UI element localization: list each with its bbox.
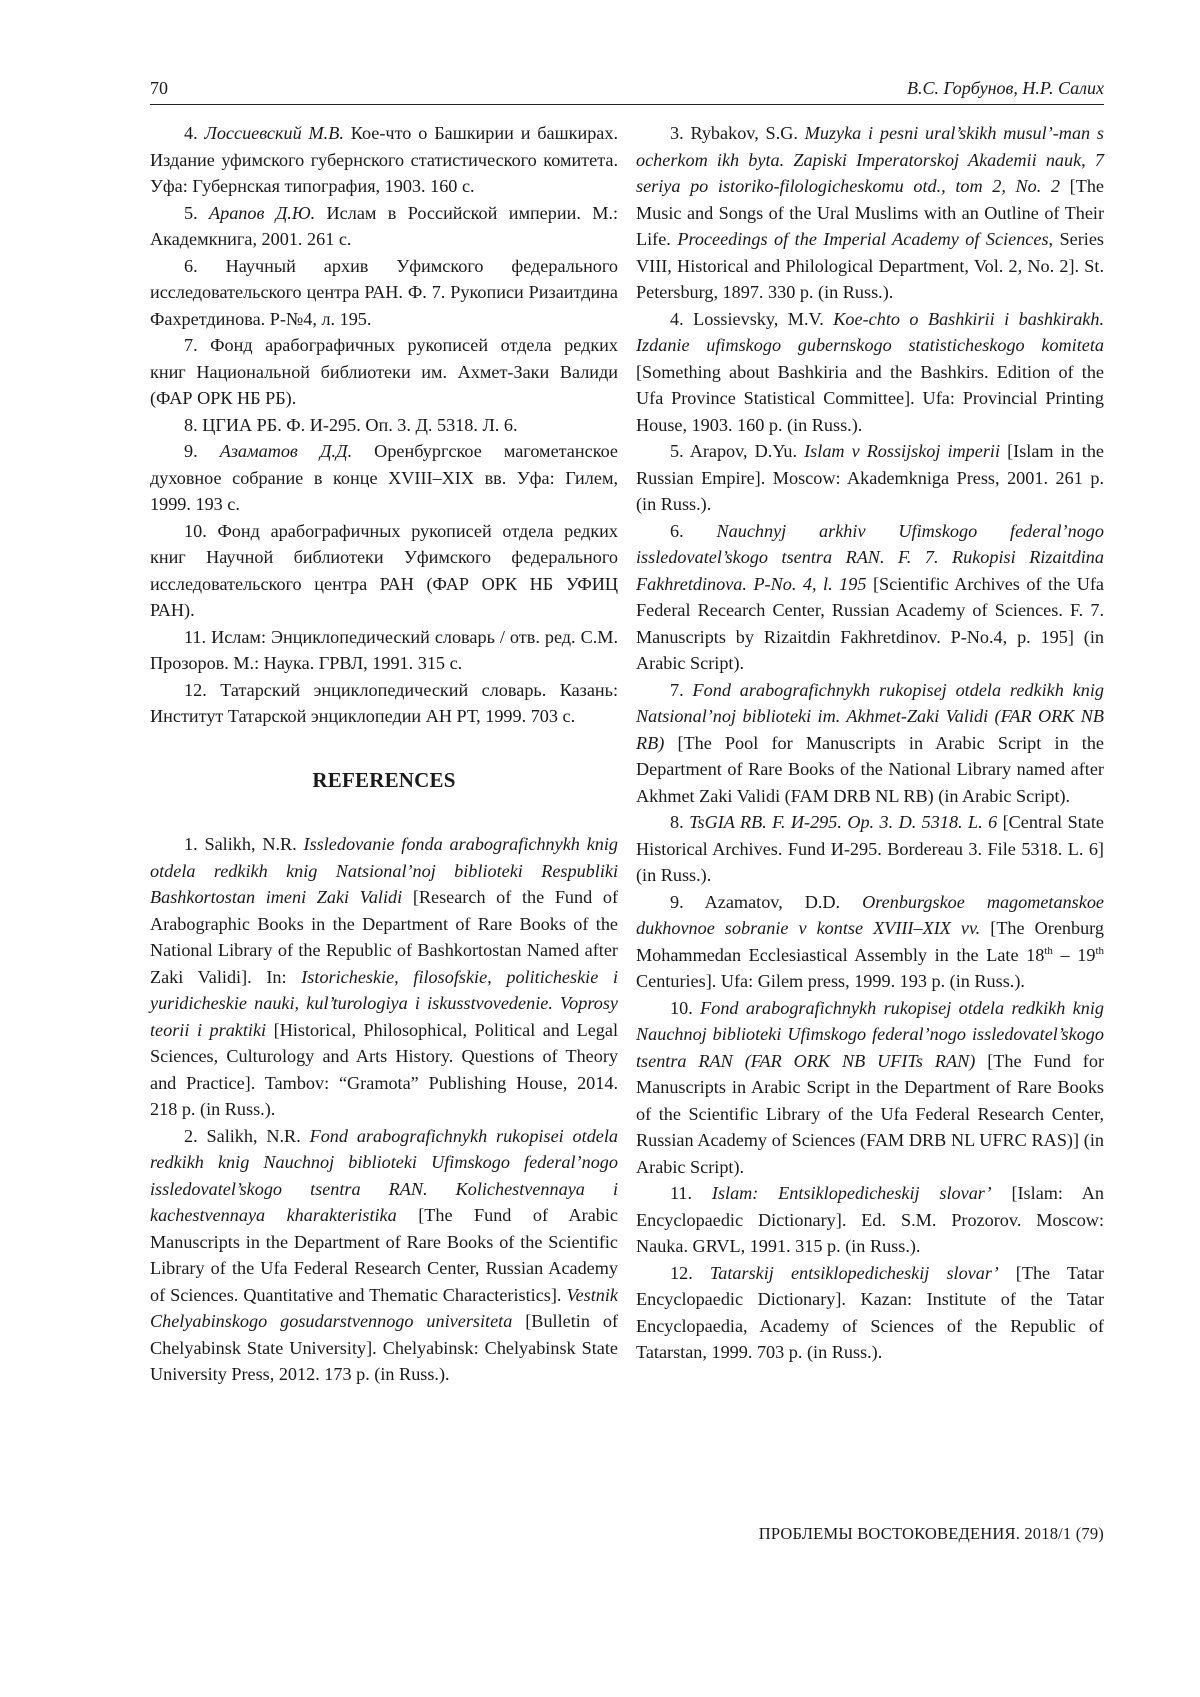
note-9: 9. Азаматов Д.Д. Оренбургское магометанское духовное собрание в конце XVIII–XIX вв. Уфа: Гилем, 1999. 193 с. [150,441,618,514]
running-authors: В.С. Горбунов, Н.Р. Салих [906,78,1104,98]
reference-3: 3. Rybakov, S.G. Muzyka i pesni ural’skikh musul’-man s ocherkom ikh byta. Zapiski Imperatorskoj Akademii nauk, 7 seriya po istoriko-filologicheskomu otd., tom 2, No. 2 [The Music and Songs of the Ural Muslims with an Outline of Their Life. Proceedings of the Imperial Academy of Sciences, Series VIII, Historical and Philological Department, Vol. 2, No. 2]. St. Petersburg, 1897. 330 p. (in Russ.). [636,123,1105,302]
note-7: 7. Фонд арабографичных рукописей отдела редких книг Национальной библиотеки им. Ахмет-Заки Валиди (ФАР ОРК НБ РБ). [150,335,618,408]
reference-10: 10. Fond arabografichnykh rukopisej otdela redkikh knig Nauchnoj biblioteki Ufimskogo federal’nogo issledovatel’skogo tsentra RAN (FAR ORK NB UFITs RAN) [The Fund for Manuscripts in Arabic Script in the Department of Rare Books of the Scientific Library of the Ufa Federal Research Center, Russian Academy of Sciences (FAM DRB NL UFRC RAS)] (in Arabic Script). [636,997,1104,1177]
reference-7: 7. Fond arabografichnykh rukopisej otdela redkikh knig Natsional’noj biblioteki im. Akhmet-Zaki Validi (FAR ORK NB RB) [The Pool for Manuscripts in Arabic Script in the Department of Rare Books of the National Library named after Akhmet Zaki Validi (FAM DRB NL RB) (in Arabic Script). [636,679,1104,806]
reference-2: 2. Salikh, N.R. Fond arabografichnykh rukopisei otdela redkikh knig Nauchnoj biblioteki Ufimskogo federal’nogo issledovatel’skogo tsentra RAN. Kolichestvennaya i kachestvennaya kharakteristika [The Fund of Arabic Manuscripts in the Department of Rare Books of the Scientific Library of the Ufa Federal Research Center, Russian Academy of Sciences. Quantitative and Thematic Characteristics]. Vestnik Chelyabinskogo gosudarstvennogo universiteta [Bulletin of Chelyabinsk State University]. Chelyabinsk: Chelyabinsk State University Press, 2012. 173 p. (in Russ.). [150,1125,619,1384]
reference-8: 8. TsGIA RB. F. И-295. Op. 3. D. 5318. L. 6 [Central State Historical Archives. Fund И-295. Bordereau 3. File 5318. L. 6] (in Russ.). [636,812,1104,885]
page-number: 70 [150,78,168,98]
reference-12: 12. Tatarskij entsiklopedicheskij slovar’ [The Tatar Encyclopaedic Dictionary]. Kazan: Institute of the Tatar Encyclopaedia, Academy of Sciences of the Republic of Tatarstan, 1999. 703 p. (in Russ.). [636,1262,1104,1362]
running-header [150,78,1104,105]
reference-6: 6. Nauchnyj arkhiv Ufimskogo federal’nogo issledovatel’skogo tsentra RAN. F. 7. Rukopisi Rizaitdina Fakhretdinova. P-No. 4, l. 195 [Scientific Archives of the Ufa Federal Recearch Center, Russian Academy of Sciences. F. 7. Manuscripts by Rizaitdin Fakhretdinov. P-No.4, p. 195] (in Arabic Script). [636,520,1104,673]
reference-1: 1. Salikh, N.R. Issledovanie fonda arabografichnykh knig otdela redkikh knig Natsional’noj biblioteki Respubliki Bashkortostan imeni Zaki Validi [Research of the Fund of Arabographic Books in the Department of Rare Books of the National Library of the Republic of Bashkortostan Named after Zaki Validi]. In: Istoricheskie, filosofskie, politicheskie i yuridicheskie nauki, kul’turologiya i iskusstvovedenie. Voprosy teorii i praktiki [Historical, Philosophical, Political and Legal Sciences, Culturology and Arts History. Questions of Theory and Practice]. Tambov: “Gramota” Publishing House, 2014. 218 p. (in Russ.). [150,834,619,1119]
reference-5: 5. Arapov, D.Yu. Islam v Rossijskoj imperii [Islam in the Russian Empire]. Moscow: Akademkniga Press, 2001. 261 p. (in Russ.). [636,441,1104,514]
left-column [150,120,618,1388]
note-5: 5. Арапов Д.Ю. Ислам в Российской империи. М.: Академкнига, 2001. 261 с. [150,202,618,249]
note-10: 10. Фонд арабографичных рукописей отдела редких книг Научной библиотеки Уфимского федерального исследовательского центра РАН (ФАР ОРК НБ УФИЦ РАН). [150,520,618,620]
note-4: 4. Лоссиевский М.В. Кое-что о Башкирии и башкирах. Издание уфимского губернского статистического комитета. Уфа: Губернская типография, 1903. 160 с. [150,123,619,196]
right-column [636,120,1104,1366]
note-11: 11. Ислам: Энциклопедический словарь / отв. ред. С.М. Прозоров. М.: Наука. ГРВЛ, 1991. 315 с. [150,626,618,673]
reference-4: 4. Lossievsky, M.V. Koe-chto o Bashkirii i bashkirakh. Izdanie ufimskogo gubernskogo statisticheskogo komiteta [Something about Bashkiria and the Bashkirs. Edition of the Ufa Province Statistical Committee]. Ufa: Provincial Printing House, 1903. 160 p. (in Russ.). [636,308,1105,435]
reference-11: 11. Islam: Entsiklopedicheskij slovar’ [Islam: An Encyclopaedic Dictionary]. Ed. S.M. Prozorov. Moscow: Nauka. GRVL, 1991. 315 p. (in Russ.). [636,1183,1105,1256]
note-8: 8. ЦГИА РБ. Ф. И-295. Оп. 3. Д. 5318. Л. 6. [184,414,518,435]
reference-9: 9. Azamatov, D.D. Orenburgskoe magometanskoe dukhovnoe sobranie v kontse XVIII–XIX vv. [The Orenburg Mohammedan Ecclesiastical Assembly in the Late 18th – 19th Centuries]. Ufa: Gilem press, 1999. 193 p. (in Russ.). [636,891,1105,991]
journal-footer: ПРОБЛЕМЫ ВОСТОКОВЕДЕНИЯ. 2018/1 (79) [758,1524,1104,1543]
note-6: 6. Научный архив Уфимского федерального исследовательского центра РАН. Ф. 7. Рукописи Ризаитдина Фахретдинова. Р-№4, л. 195. [150,255,618,329]
note-12: 12. Татарский энциклопедический словарь. Казань: Институт Татарской энциклопедии АН РТ, 1999. 703 с. [150,679,619,726]
references-heading: REFERENCES [312,767,456,792]
